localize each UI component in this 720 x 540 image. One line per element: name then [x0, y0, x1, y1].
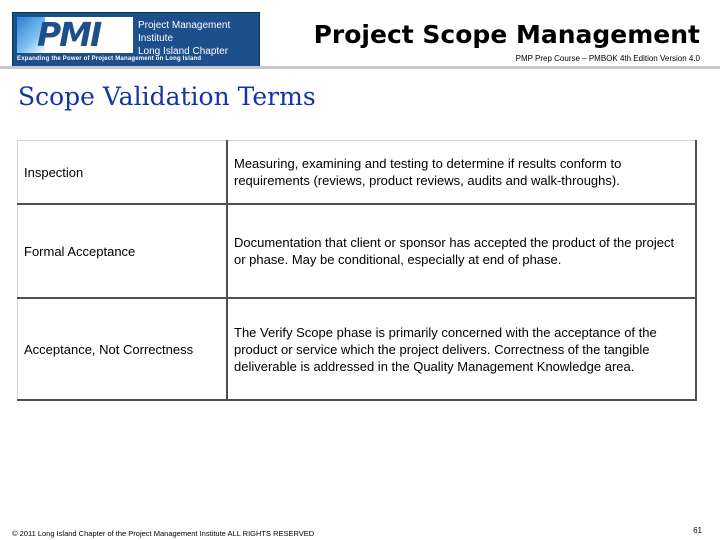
definition-cell: Documentation that client or sponsor has accepted the product of the project or phase. May be conditional, especially at end of phase.: [227, 204, 696, 298]
logo-org-name: [138, 19, 259, 58]
page-number: 61: [693, 526, 702, 535]
table-row: [18, 298, 697, 400]
term-cell: Formal Acceptance: [18, 204, 228, 298]
header-title: Project Scope Management: [313, 20, 700, 49]
footer-copyright: © 2011 Long Island Chapter of the Project Management Institute ALL RIGHTS RESERVED: [12, 529, 315, 538]
header-divider: [0, 66, 720, 69]
definition-cell: Measuring, examining and testing to determine if results conform to requirements (reviews, product reviews, audits and walk-throughs).: [227, 141, 696, 205]
definition-cell: The Verify Scope phase is primarily concerned with the acceptance of the product or service which the project delivers. Correctness of the tangible deliverable is addressed in the Quality Management Knowledge area.: [227, 298, 696, 400]
pmi-logo: [12, 12, 260, 68]
term-cell: Acceptance, Not Correctness: [18, 298, 228, 400]
pmi-logo-mark: [17, 17, 133, 53]
terms-table: [17, 140, 697, 401]
logo-org-line2: Long Island Chapter: [138, 46, 229, 57]
table-row: [18, 204, 697, 298]
slide-heading: Scope Validation Terms: [18, 82, 316, 111]
logo-org-line1: Project Management Institute: [138, 20, 231, 44]
table-row: [18, 141, 697, 205]
logo-letters: PMI: [37, 17, 101, 53]
logo-tagline: Expanding the Power of Project Management on Long Island: [17, 56, 202, 62]
header-subtitle: PMP Prep Course – PMBOK 4th Edition Version 4.0: [515, 54, 700, 63]
term-cell: Inspection: [18, 141, 228, 205]
